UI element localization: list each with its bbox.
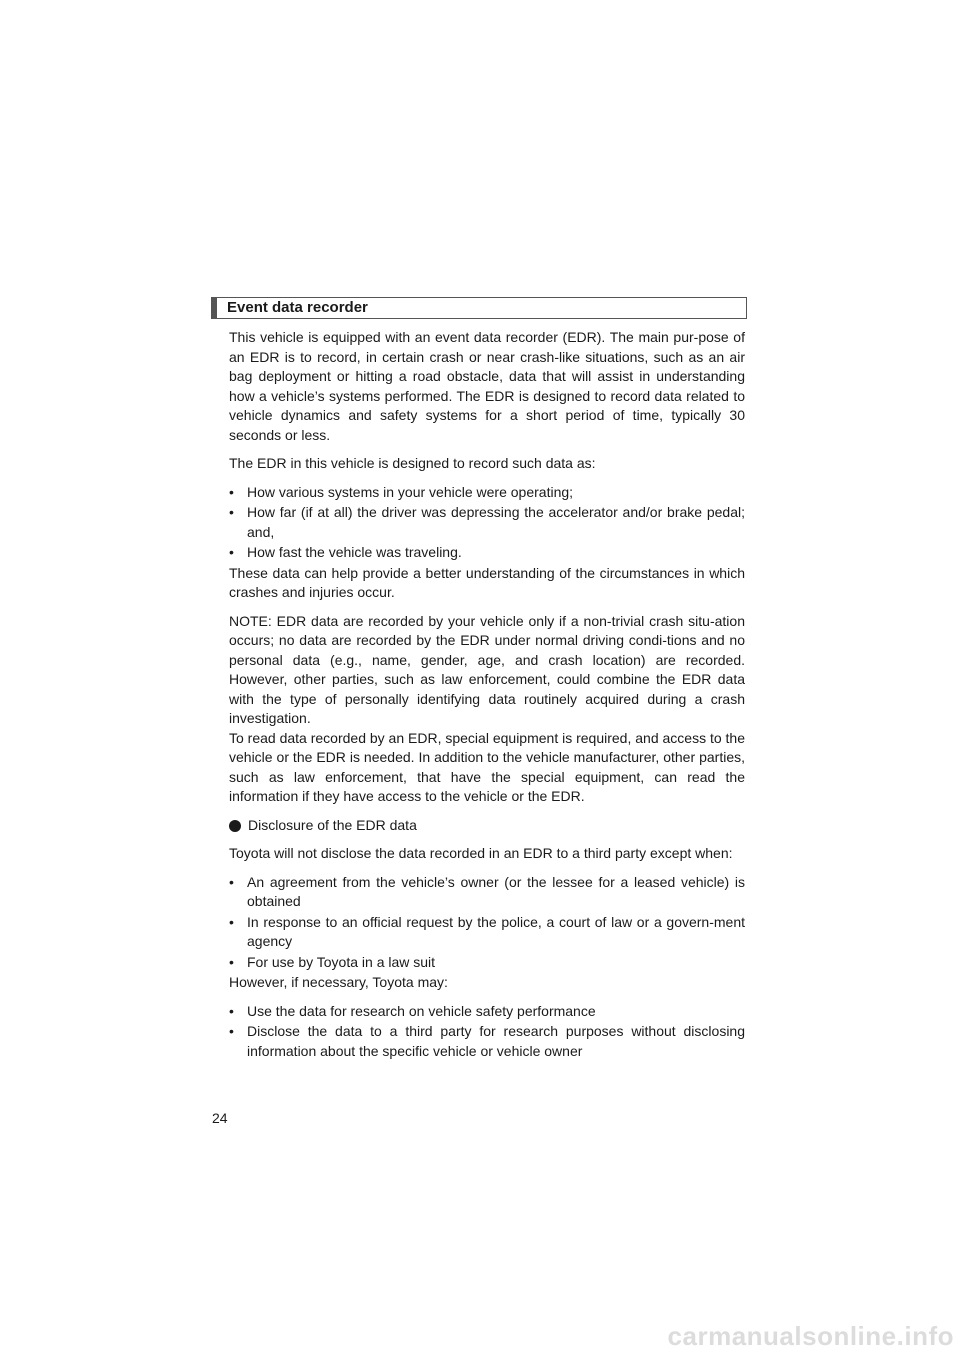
section-header — [211, 297, 747, 319]
section-title: Event data recorder — [227, 299, 368, 316]
record-list — [229, 483, 745, 563]
page-number: 24 — [212, 1110, 228, 1126]
list-item: • In response to an official request by the police, a court of law or a govern-ment agency — [229, 913, 745, 949]
intro-paragraph: This vehicle is equipped with an event data recorder (EDR). The main pur-pose of an EDR is to record, in certain crash or near crash-like situations, such as an air bag deployment or hitting a road obstacle, data that will assist in understanding how a vehicle’s systems performed. The EDR is designed to record data related to vehicle dynamics and safety systems for a short period of time, typically 30 seconds or less. — [229, 329, 745, 443]
disclosure-heading: Disclosure of the EDR data — [229, 816, 745, 836]
note-paragraph: NOTE: EDR data are recorded by your vehicle only if a non-trivial crash situ-ation occurs; no data are recorded by the EDR under normal driving condi-tions and no personal data (e.g., name, gender, age, and crash location) are recorded. However, other parties, such as law enforcement, could combine the EDR data with the type of personally identifying data routinely acquired during a crash investigation. — [229, 612, 745, 726]
list-item: • How fast the vehicle was traveling. — [229, 544, 462, 560]
list-item: • How far (if at all) the driver was depressing the accelerator and/or brake pedal; and, — [229, 504, 745, 540]
list-item: • How various systems in your vehicle were operating; — [229, 483, 574, 500]
watermark: carmanualsonline.info — [667, 1321, 954, 1351]
however-list — [229, 1002, 745, 1062]
list-item: • Use the data for research on vehicle safety performance — [229, 1002, 596, 1019]
content-body — [229, 328, 745, 1062]
bullet-dot-icon — [229, 820, 241, 832]
help-paragraph: These data can help provide a better understanding of the circumstances in which crashes and injuries occur. — [229, 564, 745, 600]
list-item: • For use by Toyota in a law suit — [229, 953, 436, 970]
list-item: • An agreement from the vehicle’s owner (or the lessee for a leased vehicle) is obtained — [229, 873, 745, 909]
list-item: • Disclose the data to a third party for research purposes without disclosing information about the specific vehicle or vehicle owner — [229, 1023, 745, 1059]
record-lead: The EDR in this vehicle is designed to record such data as: — [229, 455, 596, 471]
however-lead: However, if necessary, Toyota may: — [229, 974, 448, 990]
disclosure-list — [229, 873, 745, 973]
read-paragraph: To read data recorded by an EDR, special equipment is required, and access to the vehicle or the EDR is needed. In addition to the vehicle manufacturer, other parties, such as law enforcement, that have the special equipment, can read the information if they have access to the vehicle or the EDR. — [229, 729, 745, 804]
disclosure-lead: Toyota will not disclose the data recorded in an EDR to a third party except when: — [229, 845, 733, 861]
